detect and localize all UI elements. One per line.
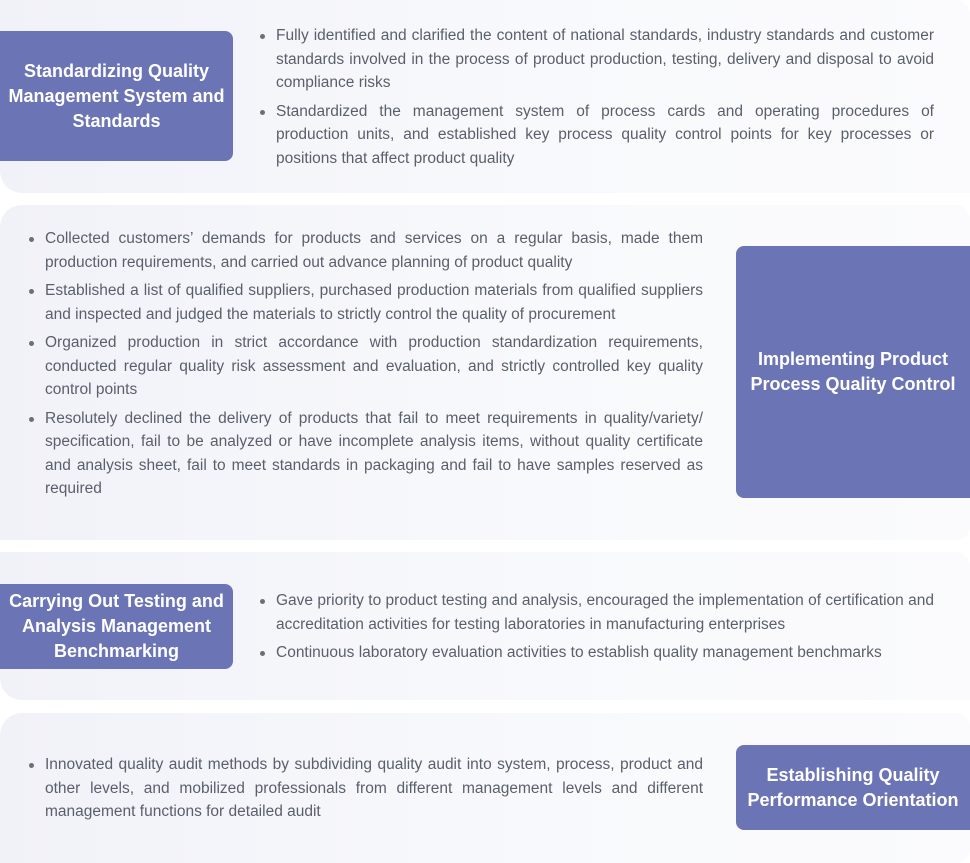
section-implementing-bullets [27, 227, 703, 506]
list-item: Gave priority to product testing and analysis, encouraged the implementation of certification and accreditation activities for testing laboratories in manufacturing enterprises [258, 589, 934, 636]
section-implementing-title: Implementing Product Process Quality Control [736, 246, 970, 498]
list-item: Organized production in strict accordance with production standardization requirements, conducted regular quality risk assessment and evaluation, and strictly controlled key quality control points [27, 331, 703, 402]
section-standardizing-bullets [258, 24, 934, 175]
list-item: Collected customers’ demands for products and services on a regular basis, made them production requirements, and carried out advance planning of product quality [27, 227, 703, 274]
list-item: Standardized the management system of process cards and operating procedures of production units, and established key process quality control points for key processes or positions that affect product quality [258, 100, 934, 171]
list-item: Continuous laboratory evaluation activities to establish quality management benchmarks [258, 641, 934, 665]
section-performance-bullets [27, 753, 703, 829]
list-item: Fully identified and clarified the content of national standards, industry standards and customer standards involved in the process of product production, testing, delivery and disposal to avoid compliance risks [258, 24, 934, 95]
list-item: Established a list of qualified suppliers, purchased production materials from qualified suppliers and inspected and judged the materials to strictly control the quality of procurement [27, 279, 703, 326]
section-testing-title: Carrying Out Testing and Analysis Management Benchmarking [0, 584, 233, 669]
list-item: Resolutely declined the delivery of products that fail to meet requirements in quality/variety/ specification, fail to be analyzed or have incomplete analysis items, without quality certificate and analysis sheet, fail to meet standards in packaging and fail to have samples reserved as required [27, 407, 703, 501]
section-performance-title: Establishing Quality Performance Orientation [736, 745, 970, 830]
section-standardizing-title: Standardizing Quality Management System and Standards [0, 31, 233, 161]
section-testing-bullets [258, 589, 934, 670]
list-item: Innovated quality audit methods by subdividing quality audit into system, process, product and other levels, and mobilized professionals from different management levels and different management functions for detailed audit [27, 753, 703, 824]
